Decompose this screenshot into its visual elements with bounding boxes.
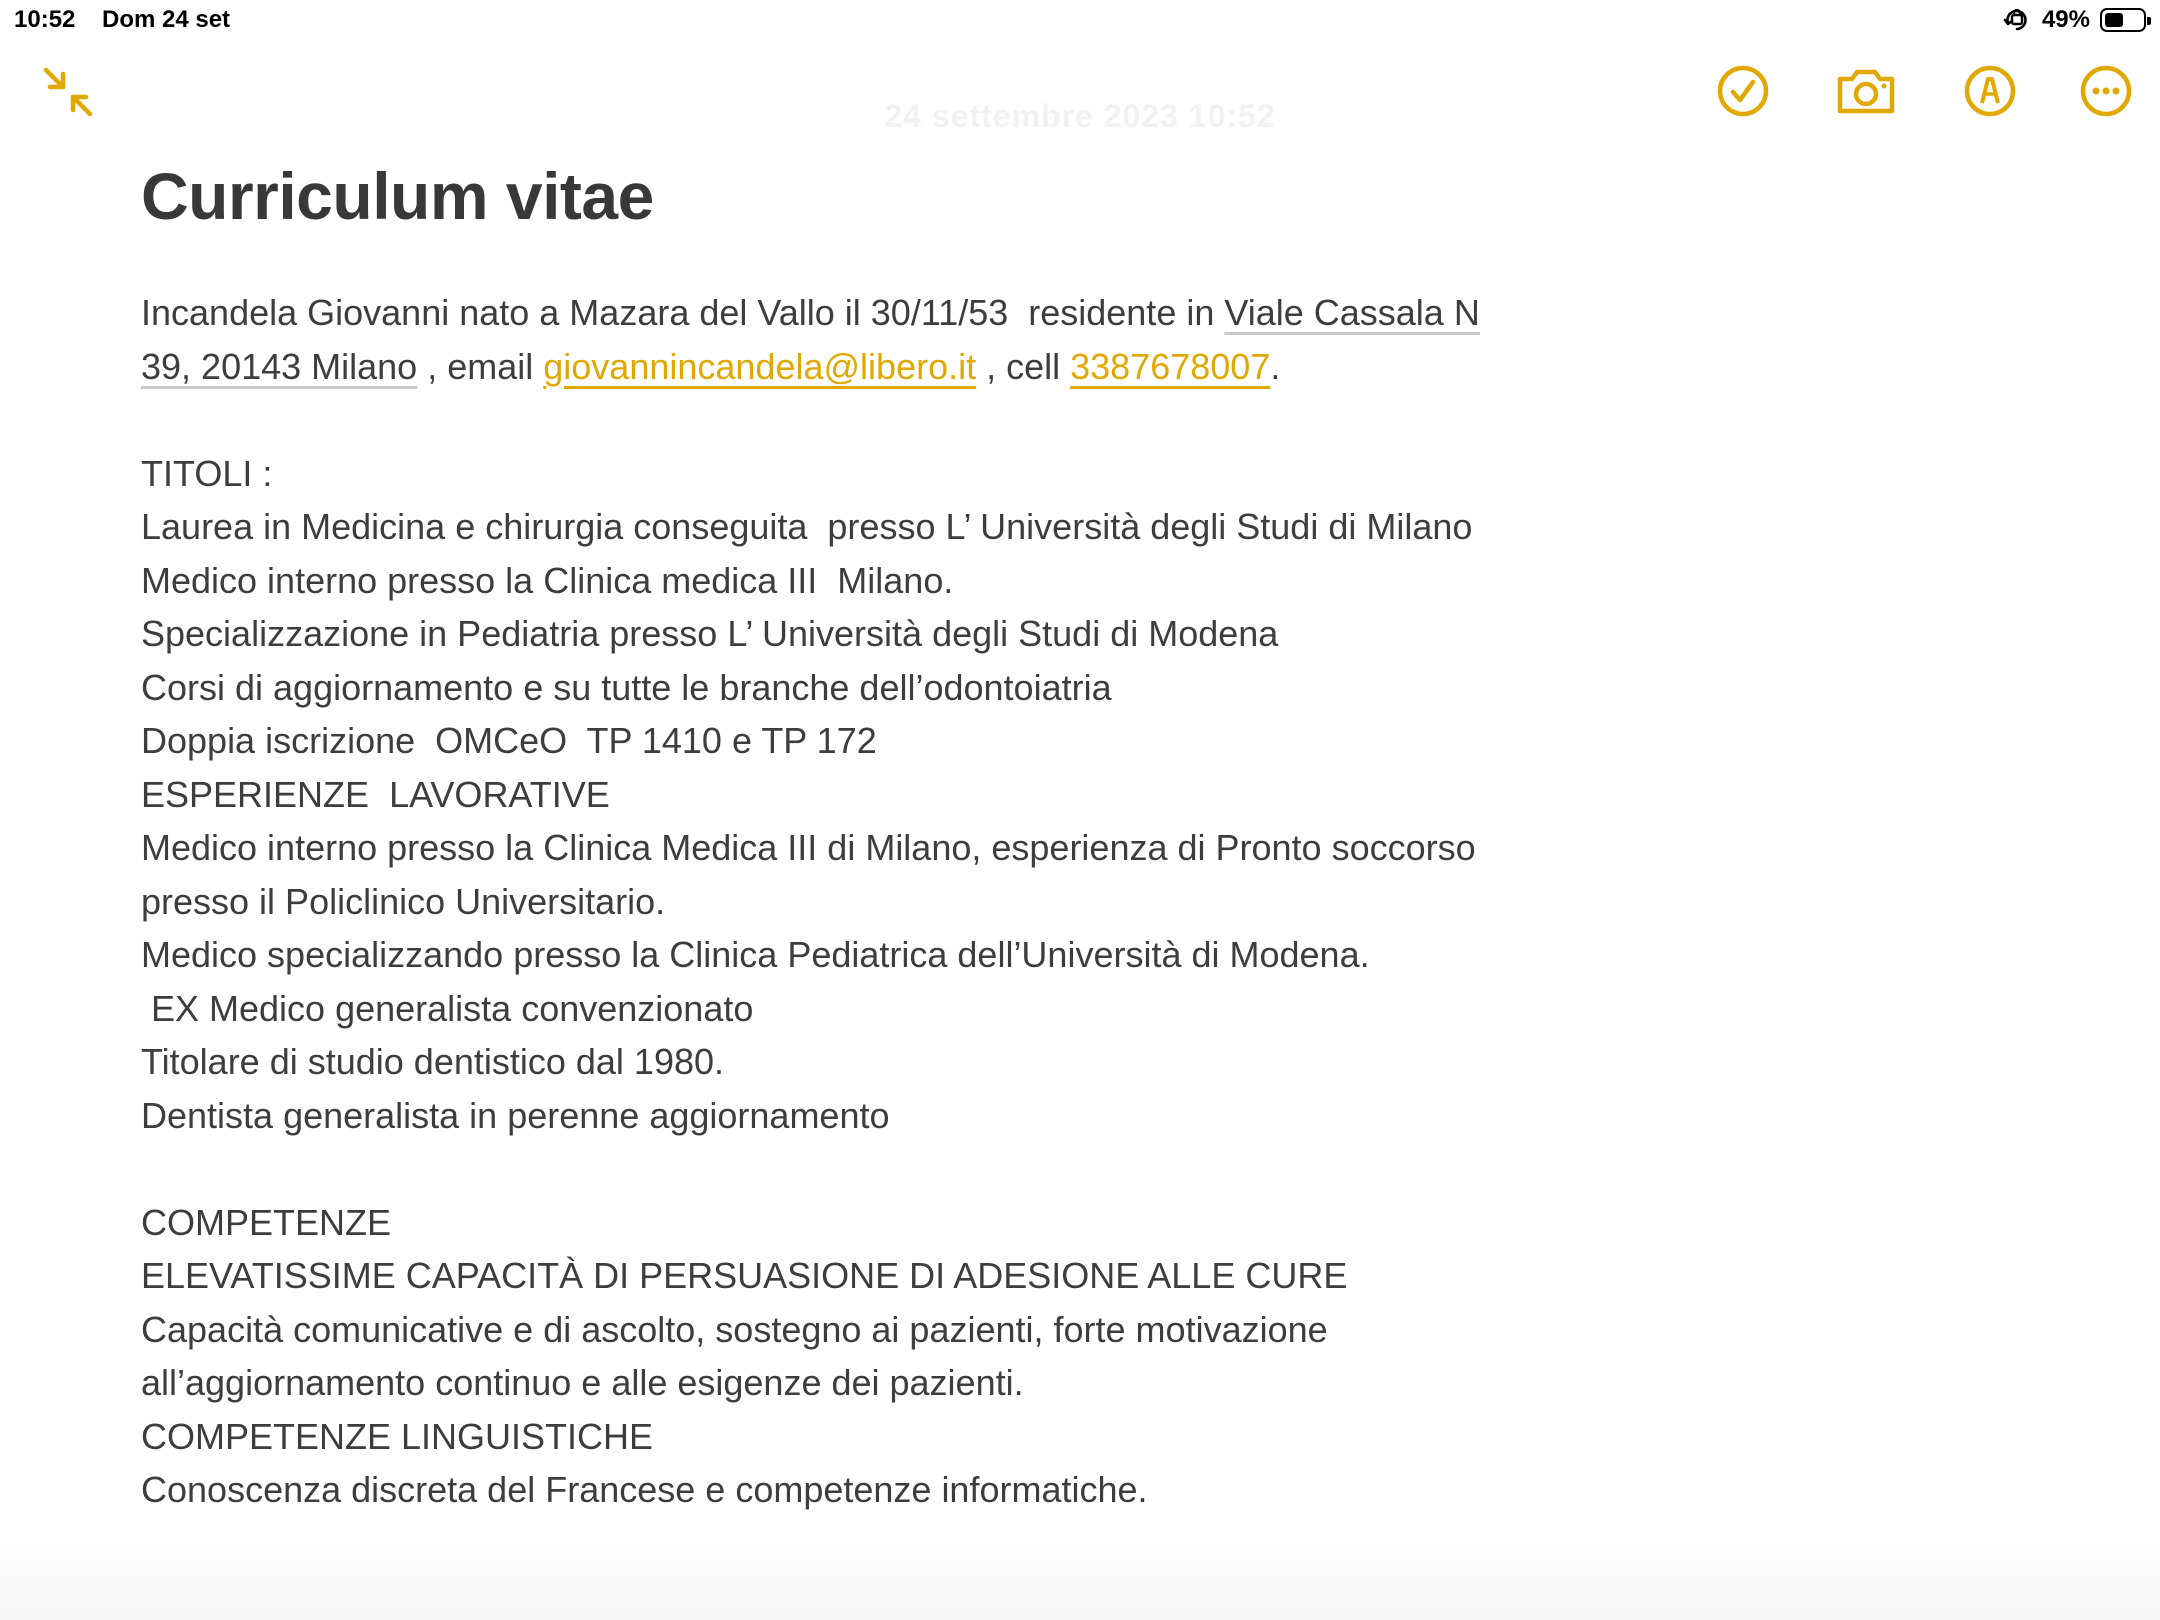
cell-label: , cell bbox=[976, 345, 1071, 387]
status-right-group bbox=[2002, 4, 2146, 36]
note-editor[interactable] bbox=[141, 148, 1641, 1517]
intro-suffix: . bbox=[1270, 345, 1281, 387]
note-header-date: 24 settembre 2023 10:52 bbox=[884, 98, 1276, 134]
more-ellipsis-icon bbox=[2078, 63, 2134, 119]
battery-tip bbox=[2147, 17, 2151, 25]
bottom-shade bbox=[0, 1540, 2160, 1620]
blank-line bbox=[141, 393, 1641, 447]
markup-button[interactable] bbox=[1955, 56, 2025, 126]
email-label: , email bbox=[417, 345, 544, 387]
address-link-part-1[interactable]: Viale Cassala N bbox=[1224, 292, 1480, 333]
body-line: Laurea in Medicina e chirurgia conseguita presso L’ Università degli Studi di Milano bbox=[141, 506, 1473, 547]
intro-line-2 bbox=[141, 340, 1641, 394]
status-bar bbox=[0, 0, 2160, 40]
checklist-icon bbox=[1715, 63, 1771, 119]
blank-line bbox=[141, 1142, 1641, 1196]
phone-link[interactable]: 3387678007 bbox=[1070, 345, 1271, 387]
intro-prefix: Incandela Giovanni nato a Mazara del Vallo il 30/11/53 residente in bbox=[141, 292, 1225, 333]
markup-pen-icon bbox=[1962, 63, 2018, 119]
body-line: Dentista generalista in perenne aggiornamento bbox=[141, 1094, 890, 1136]
status-date: Dom 24 set bbox=[102, 6, 231, 33]
body-line: COMPETENZE bbox=[141, 1201, 392, 1243]
body-line: Medico interno presso la Clinica medica III Milano. bbox=[141, 559, 954, 601]
note-body bbox=[141, 286, 1641, 1517]
body-line: Medico interno presso la Clinica Medica III di Milano, esperienza di Pronto soccorso bbox=[141, 827, 1476, 868]
body-line: Conoscenza discreta del Francese e competenze informatiche. bbox=[141, 1469, 1148, 1510]
more-button[interactable] bbox=[2071, 56, 2141, 126]
intro-line-1 bbox=[141, 286, 1641, 340]
body-line: Specializzazione in Pediatria presso L’ Università degli Studi di Modena bbox=[141, 613, 1279, 654]
body-line: Corsi di aggiornamento e su tutte le branche dell’odontoiatria bbox=[141, 666, 1112, 708]
orientation-lock-icon bbox=[2002, 7, 2032, 33]
body-line: COMPETENZE LINGUISTICHE bbox=[141, 1415, 654, 1457]
email-link[interactable]: giovannincandela@libero.it bbox=[543, 345, 977, 387]
battery-fill bbox=[2105, 13, 2123, 27]
checklist-button[interactable] bbox=[1708, 56, 1778, 126]
body-line: presso il Policlinico Universitario. bbox=[141, 880, 666, 922]
body-line: Doppia iscrizione OMCeO TP 1410 e TP 172 bbox=[141, 720, 877, 761]
battery-icon bbox=[2100, 8, 2146, 32]
camera-button[interactable] bbox=[1831, 56, 1901, 126]
note-title: Curriculum vitae bbox=[141, 159, 654, 233]
camera-icon bbox=[1834, 63, 1898, 119]
status-time: 10:52 bbox=[14, 6, 76, 33]
body-line: Titolare di studio dentistico dal 1980. bbox=[141, 1041, 725, 1082]
body-line: ESPERIENZE LAVORATIVE bbox=[141, 773, 610, 815]
address-link-part-2[interactable]: 39, 20143 Milano bbox=[141, 345, 418, 387]
body-line: ELEVATISSIME CAPACITÀ DI PERSUASIONE DI ADESIONE ALLE CURE bbox=[141, 1255, 1348, 1296]
body-line: Medico specializzando presso la Clinica Pediatrica dell’Università di Modena. bbox=[141, 934, 1370, 975]
body-line: all’aggiornamento continuo e alle esigenze dei pazienti. bbox=[141, 1362, 1024, 1403]
body-line: EX Medico generalista convenzionato bbox=[141, 987, 754, 1029]
battery-percent: 49% bbox=[2041, 6, 2090, 33]
body-line: TITOLI : bbox=[141, 452, 273, 494]
body-line: Capacità comunicative e di ascolto, sostegno ai pazienti, forte motivazione bbox=[141, 1308, 1328, 1350]
